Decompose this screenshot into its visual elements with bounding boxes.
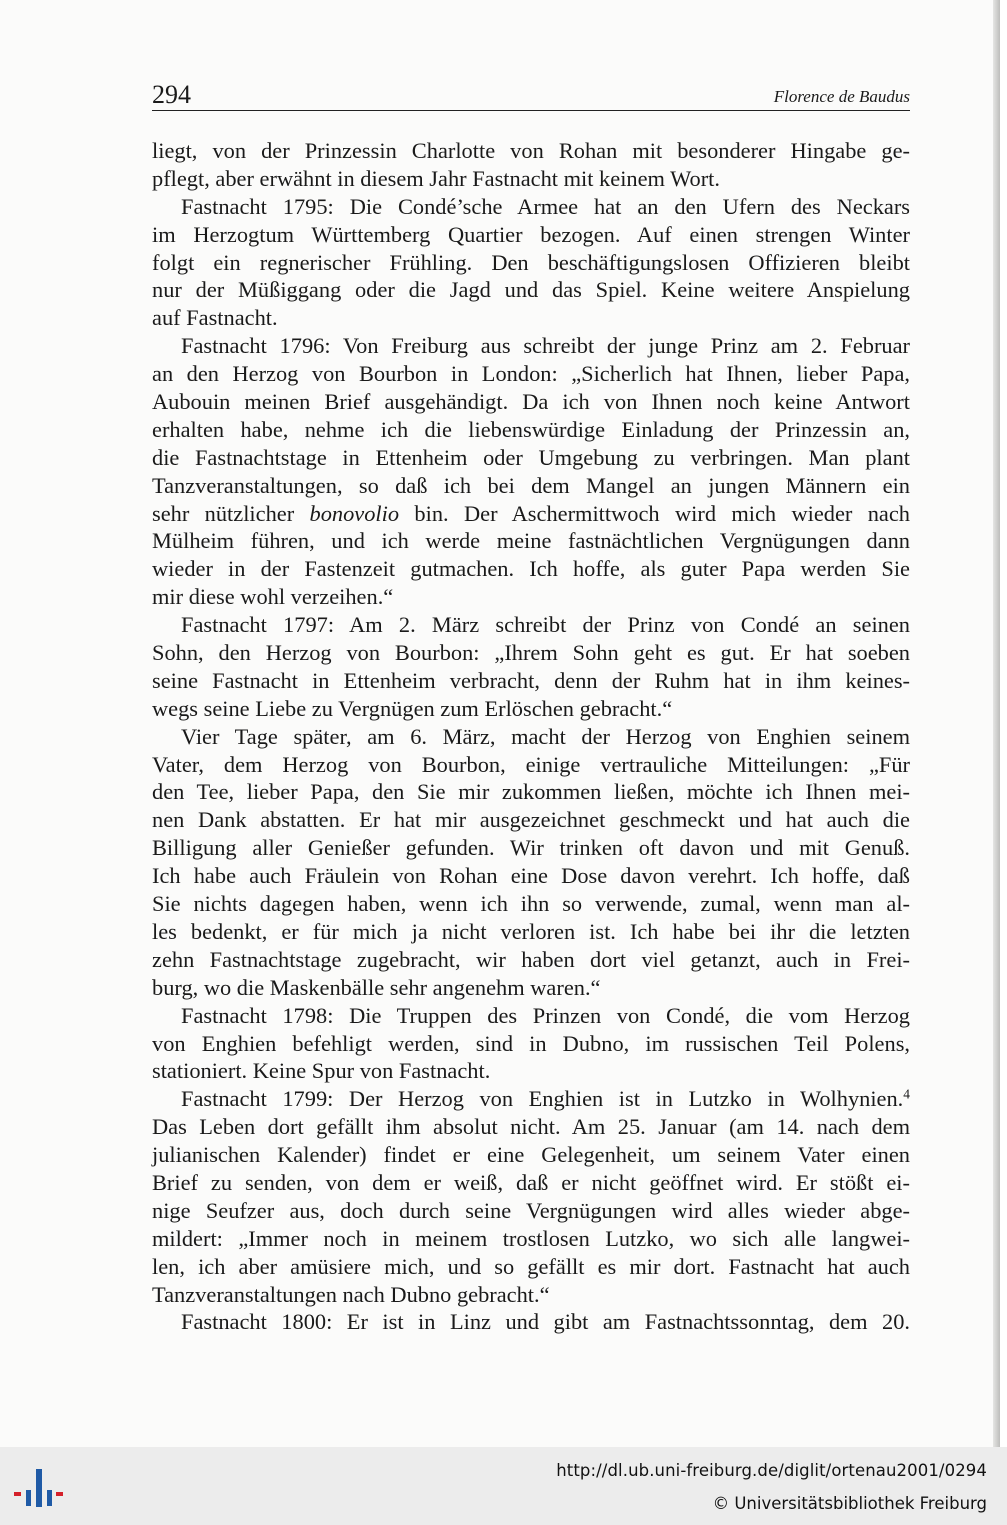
text-line: die Fastnachtstage in Ettenheim oder Umgebung zu verbringen. Man plant	[152, 444, 910, 470]
text-line: mildert: „Immer noch in meinem trostlosen Lutzko, wo sich alle langwei-	[152, 1225, 910, 1251]
text-line: Fastnacht 1797: Am 2. März schreibt der Prinz von Condé an seinen	[181, 612, 910, 638]
text-line: Sie nichts dagegen haben, wenn ich ihn so verwende, zumal, wenn man al-	[152, 891, 910, 917]
text-run: bin. Der Aschermittwoch wird mich wieder nach	[399, 500, 910, 526]
text-line: nur der Müßiggang oder die Jagd und das Spiel. Keine weitere Anspielung	[152, 277, 910, 303]
text-line: burg, wo die Maskenbälle sehr angenehm waren.“	[152, 974, 601, 1000]
text-line: den Tee, lieber Papa, den Sie mir zukommen ließen, möchte ich Ihnen mei-	[152, 779, 910, 805]
text-line: Fastnacht 1796: Von Freiburg aus schreibt der junge Prinz am 2. Februar	[181, 333, 910, 359]
text-line: mir diese wohl verzeihen.“	[152, 584, 394, 610]
text-line: erhalten habe, nehme ich die liebenswürdige Einladung der Prinzessin an,	[152, 416, 910, 442]
text-line: wegs seine Liebe zu Vergnügen zum Erlöschen gebracht.“	[152, 695, 673, 721]
text-line: pflegt, aber erwähnt in diesem Jahr Fastnacht mit keinem Wort.	[152, 165, 720, 191]
footnote-marker[interactable]: 4	[903, 1086, 910, 1102]
text-line: zehn Fastnachtstage zugebracht, wir haben dort viel getanzt, auch in Frei-	[152, 946, 910, 972]
permalink-url[interactable]: http://dl.ub.uni-freiburg.de/diglit/ortenau2001/0294	[556, 1461, 987, 1480]
viewer-footer	[0, 1447, 1007, 1525]
text-line: Fastnacht 1798: Die Truppen des Prinzen von Condé, die vom Herzog	[181, 1002, 910, 1028]
ub-freiburg-logo-icon[interactable]	[12, 1465, 64, 1513]
text-line: wieder in der Fastenzeit gutmachen. Ich hoffe, als guter Papa werden Sie	[152, 556, 910, 582]
text-line: seine Fastnacht in Ettenheim verbracht, denn der Ruhm hat in ihm keines-	[152, 667, 910, 693]
page-header	[152, 80, 910, 111]
text-line: im Herzogtum Württemberg Quartier bezogen. Auf einen strengen Winter	[152, 221, 910, 247]
text-line: Das Leben dort gefällt ihm absolut nicht. Am 25. Januar (am 14. nach dem	[152, 1114, 910, 1140]
running-head-author: Florence de Baudus	[773, 87, 910, 106]
text-line: Vater, dem Herzog von Bourbon, einige vertrauliche Mitteilungen: „Für	[152, 751, 910, 777]
text-line: Tanzveranstaltungen, so daß ich bei dem Mangel an jungen Männern ein	[152, 472, 910, 498]
text-line	[152, 1085, 910, 1113]
text-line: Ich habe auch Fräulein von Rohan eine Dose davon verehrt. Ich hoffe, daß	[152, 863, 910, 889]
body-text	[152, 137, 910, 1336]
text-line: Fastnacht 1800: Er ist in Linz und gibt am Fastnachtssonntag, dem 20.	[181, 1309, 910, 1335]
text-line	[152, 500, 910, 528]
italic-term: bonovolio	[309, 500, 400, 526]
text-line: julianischen Kalender) findet er eine Gelegenheit, um seinem Vater einen	[152, 1142, 910, 1168]
text-line: nige Seufzer aus, doch durch seine Vergnügungen wird alles wieder abge-	[152, 1197, 910, 1223]
text-line: Brief zu senden, von dem er weiß, daß er nicht geöffnet wird. Er stößt ei-	[152, 1169, 910, 1195]
text-line: Fastnacht 1795: Die Condé’sche Armee hat an den Ufern des Neckars	[181, 193, 910, 219]
text-line: stationiert. Keine Spur von Fastnacht.	[152, 1058, 491, 1084]
text-run: Fastnacht 1799: Der Herzog von Enghien ist in Lutzko in Wolhynien.	[181, 1086, 904, 1112]
text-line: Mülheim führen, und ich werde meine fastnächtlichen Vergnügungen dann	[152, 528, 910, 554]
text-line: liegt, von der Prinzessin Charlotte von Rohan mit besonderer Hingabe ge-	[152, 138, 910, 163]
text-line: Aubouin meinen Brief ausgehändigt. Da ich von Ihnen noch keine Antwort	[152, 389, 910, 415]
text-line: auf Fastnacht.	[152, 305, 278, 331]
text-line: len, ich aber amüsiere mich, und so gefällt es mir dort. Fastnacht hat auch	[152, 1253, 910, 1279]
text-line: Billigung aller Genießer gefunden. Wir trinken oft davon und mit Genuß.	[152, 835, 910, 861]
text-line: von Enghien befehligt werden, sind in Dubno, im russischen Teil Polens,	[152, 1030, 910, 1056]
copyright-notice: © Universitätsbibliothek Freiburg	[712, 1494, 987, 1513]
text-line: an den Herzog von Bourbon in London: „Sicherlich hat Ihnen, lieber Papa,	[152, 361, 910, 387]
text-line: nen Dank abstatten. Er hat mir ausgezeichnet geschmeckt und hat auch die	[152, 807, 910, 833]
text-line: les bedenkt, er für mich ja nicht verloren ist. Ich habe bei ihr die letzten	[152, 918, 910, 944]
text-line: Vier Tage später, am 6. März, macht der Herzog von Enghien seinem	[181, 723, 910, 749]
text-line: Sohn, den Herzog von Bourbon: „Ihrem Sohn geht es gut. Er hat soeben	[152, 640, 910, 666]
page-number: 294	[152, 80, 191, 109]
text-run: sehr nützlicher	[152, 500, 310, 526]
text-line: folgt ein regnerischer Frühling. Den beschäftigungslosen Offizieren bleibt	[152, 249, 910, 275]
text-line: Tanzveranstaltungen nach Dubno gebracht.“	[152, 1281, 550, 1307]
page-edge-shadow	[993, 0, 1000, 1447]
